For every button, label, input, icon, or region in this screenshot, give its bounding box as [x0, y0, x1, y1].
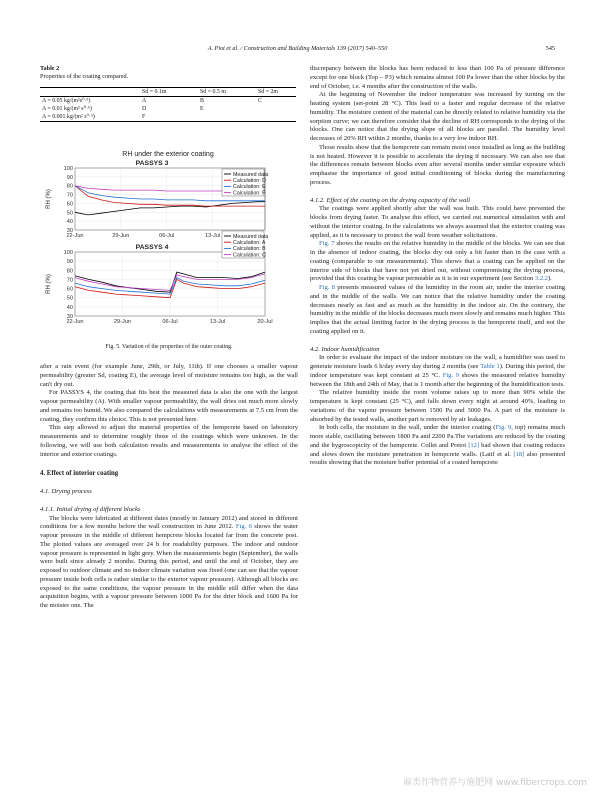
y-axis-label: RH (%): [46, 189, 52, 209]
table-cell: A: [142, 98, 147, 104]
legend-entry: Measured data: [233, 233, 269, 240]
series-line: [75, 202, 265, 215]
panel-label: PASSYS 3: [135, 160, 169, 167]
text-run: presents measured values of the humidity in the room air, under the interior coating and in the middle of the walls. We can notice that the relative humidity under the coating decreases nearly as fast and as much as the humidity in the indoor air. On the contrary, the humidity in the middle of the blocks decreases much more slowly and remains much higher. This implies that the actual limiting factor in the drying process is the hempcrete itself, and not the coating applied on it.: [310, 284, 566, 335]
subsubsection-heading: 4.1.1. Initial drying of different blocks: [40, 505, 141, 513]
y-tick-label: 40: [66, 304, 73, 311]
table-cell: A = 0.001 kg/(m² s⁰·⁵): [42, 114, 95, 120]
legend-entry: Calculation: E: [233, 184, 266, 191]
paragraph: discrepancy between the blocks has been reduced to less than 100 Pa of pressure difference except for one block (Top – P3) which remains almost 100 Pa lower than the other blocks by the end of October, i.e. 4 months after the construction of the walls.: [310, 65, 565, 90]
y-tick-label: 100: [63, 250, 73, 256]
figure-caption: Fig. 5. Variation of the properties of the outer coating.: [105, 344, 233, 350]
y-tick-label: 30: [66, 314, 73, 320]
text-run: In both cells, the moisture in the wall, under the interior coating (: [319, 424, 496, 432]
figure-link[interactable]: Fig. 6: [235, 523, 252, 531]
table-header-cell: Sd = 2m: [258, 89, 279, 95]
x-tick-label: 06-Jul: [159, 233, 175, 239]
text-run: had shown that coating reduces and slows down the moisture penetration in hempcrete walls. (Latif et al.: [310, 441, 565, 458]
paragraph: This step allowed to adjust the material properties of the hempcrete based on laboratory measurements and to determine roughly those of the coatings which were unknown. In the following, we will use both calculation results and measurements to analyse the effect of the interior and exterior coatings.: [40, 424, 298, 458]
x-tick-label: 13-Jul: [209, 319, 226, 325]
y-tick-label: 50: [66, 210, 73, 217]
table-cell: [198, 113, 256, 122]
text-run: ). During this period, the indoor temperature was kept constant at 25 °C.: [310, 363, 566, 379]
text-run: shows the water vapour pressure in the middle of different hempcrete blocks located far from the concrete post. The plotted values are averaged over 24 h for readability purposes. The indoor and outdoor vapour pressure is represented in light grey. When the measurements begin (September), the walls were built since already 2 months. During this period, and until the end of October, they are exposed to outdoor climate and no indoor climate variation was fixed (one can see that the vapour pressure inside both cells is rather similar to the exterior vapour pressure). Although all blocks are exposed to the same conditions, the vapour pressure in the middle still differ when the data acquisition begins, with a vapour pressure between 1000 Pa for the drier block and 1600 Pa for the moister one. The: [40, 523, 299, 609]
y-tick-label: 40: [66, 219, 73, 226]
legend-entry: Calculation: D: [233, 178, 266, 184]
panel-2-x-ticks: [66, 319, 272, 325]
y-tick-label: 50: [66, 295, 73, 302]
y-tick-label: 80: [66, 183, 73, 190]
y-tick-label: 60: [66, 286, 73, 293]
y-tick-label: 70: [66, 277, 73, 284]
text-run: shows the results on the relative humidity in the middle of the blocks. We can see that in the absence of indoor coating, the blocks dry out only a bit faster than in the case with a coating (comparable to our measurements). This shows that a coating can be applied on the interior side of blocks that have not yet dried out, without compromising the drying process, provided that this coating be vapour permeable as it is in our experiment (see Section: [310, 240, 565, 283]
text-run: shows the measured relative humidity between the 18th and 24th of May, that is 1 month after the beginning of the humidification tests.: [310, 371, 565, 388]
y-axis-label: RH (%): [46, 274, 52, 294]
x-tick-label: 13-Jul: [204, 233, 221, 239]
table-cell: F: [142, 114, 146, 120]
x-tick-label: 29-Jun: [112, 233, 130, 239]
panel-1-legend: [222, 169, 268, 196]
table-cell: D: [142, 106, 147, 112]
panel-1-y-ticks: [64, 166, 73, 234]
running-title: A. Piot et al. / Construction and Building Materials 139 (2017) 540–550: [207, 45, 388, 52]
chart-title: RH under the exterior coating: [122, 151, 214, 158]
table-row: [40, 97, 296, 106]
legend-entry: Calculation: F: [233, 190, 266, 197]
table-header-cell: [40, 88, 140, 97]
citation-link[interactable]: [18]: [513, 450, 525, 458]
figure-link[interactable]: Fig. 7: [319, 240, 335, 248]
citation-link[interactable]: [12]: [468, 441, 480, 449]
x-tick-label: 06-Jul: [162, 319, 178, 325]
section-heading: 4. Effect of interior coating: [40, 470, 119, 478]
table-cell: E: [200, 106, 204, 112]
x-tick-label: 22-Jun: [66, 319, 84, 325]
y-tick-label: 60: [66, 201, 73, 208]
right-column: [310, 65, 565, 468]
paragraph: At the beginning of November the indoor temperature was increased by turning on the heating system (set-point 28 °C). This lead to a faster and regular decrease of the relative humidity. The moisture content of the material can be directly related to relative humidity via the sorption curve; we can therefore consider that the decline of RH corresponds to the drying of the blocks. One can notice that the drying slope of all blocks are parallel. The humidity level decreases of 20% RH within 2 months, thanks to a very low indoor RH.: [310, 91, 565, 142]
table-link[interactable]: Table 1: [480, 363, 500, 370]
paragraph: The coatings were applied shortly after the wall was built. This could have prevented the blocks from drying faster. To analyse this effect, we carried out numerical simulation with and without the interior coating. In the calculations we always assumed that the exterior coating was applied, as it is necessary to protect the wall from weather solicitations.: [310, 205, 565, 239]
page-number: 545: [545, 45, 555, 52]
table-cell: [256, 113, 296, 122]
panel-1-x-ticks: [66, 233, 220, 239]
running-header: [40, 45, 555, 55]
paragraph: after a rain event (for example June, 29th, or July, 11th). If one chooses a smaller vapour permeability (greater Sd, coating E), the average level of moisture remains too high, as the wall can't dry out.: [40, 363, 298, 388]
table-header-row: [40, 88, 296, 97]
table-cell: A = 0.05 kg/(m²s⁰·⁵): [42, 98, 91, 104]
figure-link[interactable]: Fig. 9: [442, 371, 460, 379]
y-tick-label: 70: [66, 192, 73, 199]
panel-label: PASSYS 4: [135, 244, 169, 251]
text-run: ).: [548, 275, 552, 283]
text-run: The blocks were fabricated at different dates (mostly in January 2012) and stored in different conditions for a few months before the wall construction in June 2012.: [40, 514, 298, 531]
subsection-heading: 4.2. Indoor humidification: [310, 345, 380, 353]
text-run: also presented results showing that the moisture buffer potential of a coated hempcrete: [310, 450, 565, 467]
legend-entry: Calculation: A: [233, 240, 266, 246]
legend-entry: Calculation: C: [233, 252, 266, 259]
figure-link[interactable]: Fig. 8: [319, 284, 336, 291]
y-tick-label: 90: [66, 259, 73, 266]
watermark: 麻类作物营养与施肥网 www.fibercrops.com: [403, 778, 587, 788]
table-header-cell: Sd = 0.5 m: [200, 89, 226, 95]
table-2: [40, 65, 298, 122]
y-tick-label: 100: [63, 166, 73, 172]
paragraph: [310, 424, 565, 468]
y-tick-label: 90: [66, 174, 73, 181]
legend-entry: Calculation: B: [233, 246, 266, 253]
legend-entry: Measured data: [233, 171, 269, 178]
paragraph: For PASSYS 4, the coating that fits best the measured data is also the one with the largest vapour permeability (A). With smaller vapour permeability, the wall dries out much more slowly and remains too humid. We also compared the calculations with measurements at 7.5 cm from the coating, they confirm this choice. This is not presented here.: [40, 389, 298, 423]
paragraph: [310, 240, 565, 284]
paragraph: [40, 515, 298, 611]
coating-table: [40, 87, 296, 122]
x-tick-label: 29-Jun: [113, 319, 132, 325]
subsubsection-heading: 4.1.2. Effect of the coating on the drying capacity of the wall: [310, 196, 471, 204]
table-cell: B: [200, 98, 204, 104]
figure-5: [40, 145, 298, 350]
table-row: [40, 105, 296, 113]
panel-2-y-ticks: [64, 250, 73, 320]
figure-5-chart: [40, 145, 298, 337]
table-caption: Properties of the coating compared.: [40, 73, 129, 80]
panel-2-legend: [222, 231, 268, 258]
paragraph: [310, 284, 565, 337]
left-column: [40, 363, 298, 611]
figure-link[interactable]: Fig. 9: [495, 424, 512, 432]
paragraph: Those results show that the hempcrete can remain moist once installed as long as the building is not heated. However it is possible to accelerate the drying if necessary. We can also see that the differences remain between blocks even after several months under similar exposure which emphasise the importance of good initial conditioning of blocks during the manufacturing process.: [310, 143, 565, 186]
x-tick-label: 22-Jun: [66, 233, 84, 239]
table-row: [40, 113, 296, 122]
paragraph: [310, 354, 565, 389]
table-cell: A = 0.01 kg/(m² s⁰·⁵): [42, 106, 92, 112]
table-header-cell: Sd = 0.1m: [142, 89, 167, 95]
text-run: , top) remains much more stable, oscillating between 1800 Pa and 2200 Pa.The variations are reduced by the coating and the hygroscopicity of the hempcrete. Collet and Pretot: [310, 424, 565, 449]
x-tick-label: 20-Jul: [257, 319, 273, 325]
table-label: Table 2: [40, 65, 60, 72]
table-cell: [256, 105, 296, 113]
y-tick-label: 80: [66, 268, 73, 275]
paragraph: The relative humidity inside the room volume raises up to more than 90% while the temperature is kept constant (25 °C), and falls down every night at around 40%, leading to variations of the vapour pressure between 1500 Pa and 3000 Pa. A part of the moisture is absorbed by the tested walls, another part is removed by air leakages.: [310, 389, 565, 423]
text-run: In order to evaluate the impact of the indoor moisture on the wall, a humidifier was used to generate moisture loads 6 h/day every day during 2 months (see: [310, 354, 565, 370]
subsection-heading: 4.1. Drying process: [40, 488, 92, 495]
section-link[interactable]: 3.2.2: [534, 275, 548, 283]
table-cell: C: [258, 98, 262, 104]
y-tick-label: 30: [66, 228, 73, 234]
